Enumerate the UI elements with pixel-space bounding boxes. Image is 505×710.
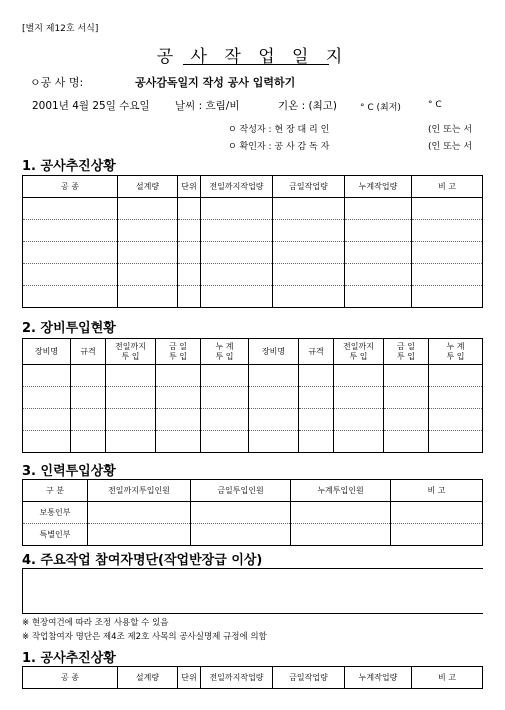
col-prev-work: 전일까지작업량 <box>201 176 273 198</box>
equipment-table <box>22 338 483 453</box>
col-design-qty: 설계량 <box>118 176 178 198</box>
form-number-label: [별지 제12호 서식] <box>22 24 99 34</box>
section-labor-title: 3. 인력투입상황 <box>22 464 116 479</box>
col-category: 구 분 <box>23 480 88 502</box>
col-today-input-2: 금 일 투 입 <box>384 339 429 365</box>
col-equipment-name-2: 장비명 <box>249 339 299 365</box>
table-row <box>23 387 483 409</box>
temperature-min-unit: ° C <box>428 100 442 110</box>
col-total-input-2: 누 계 투 입 <box>429 339 483 365</box>
participants-box[interactable] <box>22 568 483 614</box>
col-total-work: 누계작업량 <box>345 176 412 198</box>
col-spec-2: 규격 <box>299 339 334 365</box>
col-remarks: 비 고 <box>412 667 483 689</box>
temperature-max-unit: ° C (최저) <box>360 103 401 113</box>
col-total-labor: 누계투입인원 <box>291 480 391 502</box>
table-row <box>23 264 483 286</box>
col-prev-input: 전일까지 투 입 <box>106 339 156 365</box>
note-1: ※ 현장여건에 따라 조정 사용할 수 있음 <box>22 618 169 628</box>
col-total-input: 누 계 투 입 <box>201 339 249 365</box>
col-labor-remarks: 비 고 <box>391 480 483 502</box>
col-unit: 단위 <box>178 176 201 198</box>
row-label-general-worker: 보통인부 <box>23 502 88 524</box>
col-prev-work: 전일까지작업량 <box>201 667 273 689</box>
table-row <box>23 431 483 453</box>
table-row <box>23 409 483 431</box>
reviewer-sign-field: (인 또는 서 <box>428 142 473 152</box>
table-row <box>23 365 483 387</box>
col-remarks: 비 고 <box>412 176 483 198</box>
col-prev-input-2: 전일까지 투 입 <box>334 339 384 365</box>
note-2: ※ 작업참여자 명단은 제4조 제2호 사목의 공사실명제 규정에 의함 <box>22 632 267 642</box>
section-participants-title: 4. 주요작업 참여자명단(작업반장급 이상) <box>22 553 263 568</box>
col-today-work: 금일작업량 <box>273 176 345 198</box>
col-work-type: 공 종 <box>23 667 118 689</box>
author-sign-field: (인 또는 서 <box>428 125 473 135</box>
table-row <box>23 502 483 524</box>
project-name-value: 공사감독일지 작성 공사 입력하기 <box>135 76 296 89</box>
progress-table-repeat <box>22 666 483 689</box>
labor-table <box>22 479 483 546</box>
project-name-label: ㅇ공 사 명: <box>30 76 84 89</box>
col-unit: 단위 <box>178 667 201 689</box>
table-row <box>23 198 483 220</box>
section-equipment-title: 2. 장비투입현황 <box>22 321 116 336</box>
document-title: 공 사 작 업 일 지 <box>156 47 349 67</box>
col-design-qty: 설계량 <box>118 667 178 689</box>
table-row <box>23 286 483 308</box>
col-equipment-name: 장비명 <box>23 339 71 365</box>
title-underline <box>183 64 329 65</box>
reviewer-label: ㅇ 확인자 : 공 사 감 독 자 <box>228 142 330 152</box>
author-label: ㅇ 작성자 : 현 장 대 리 인 <box>228 125 330 135</box>
work-date: 2001년 4월 25일 수요일 <box>32 100 150 112</box>
col-spec: 규격 <box>71 339 106 365</box>
section-progress-title: 1. 공사추진상황 <box>22 159 116 174</box>
col-work-type: 공 종 <box>23 176 118 198</box>
weather: 날씨 : 흐림/비 <box>175 100 240 112</box>
col-prev-labor: 전일까지투입인원 <box>88 480 191 502</box>
col-today-work: 금일작업량 <box>273 667 345 689</box>
col-today-labor: 금일투입인원 <box>191 480 291 502</box>
temperature-label: 기온 : (최고) <box>278 100 337 112</box>
table-row <box>23 242 483 264</box>
progress-table <box>22 175 483 308</box>
section-progress-repeat-title: 1. 공사추진상황 <box>22 651 116 666</box>
col-total-work: 누계작업량 <box>345 667 412 689</box>
table-row <box>23 524 483 546</box>
table-row <box>23 220 483 242</box>
row-label-special-worker: 특별인부 <box>23 524 88 546</box>
col-today-input: 금 일 투 입 <box>156 339 201 365</box>
